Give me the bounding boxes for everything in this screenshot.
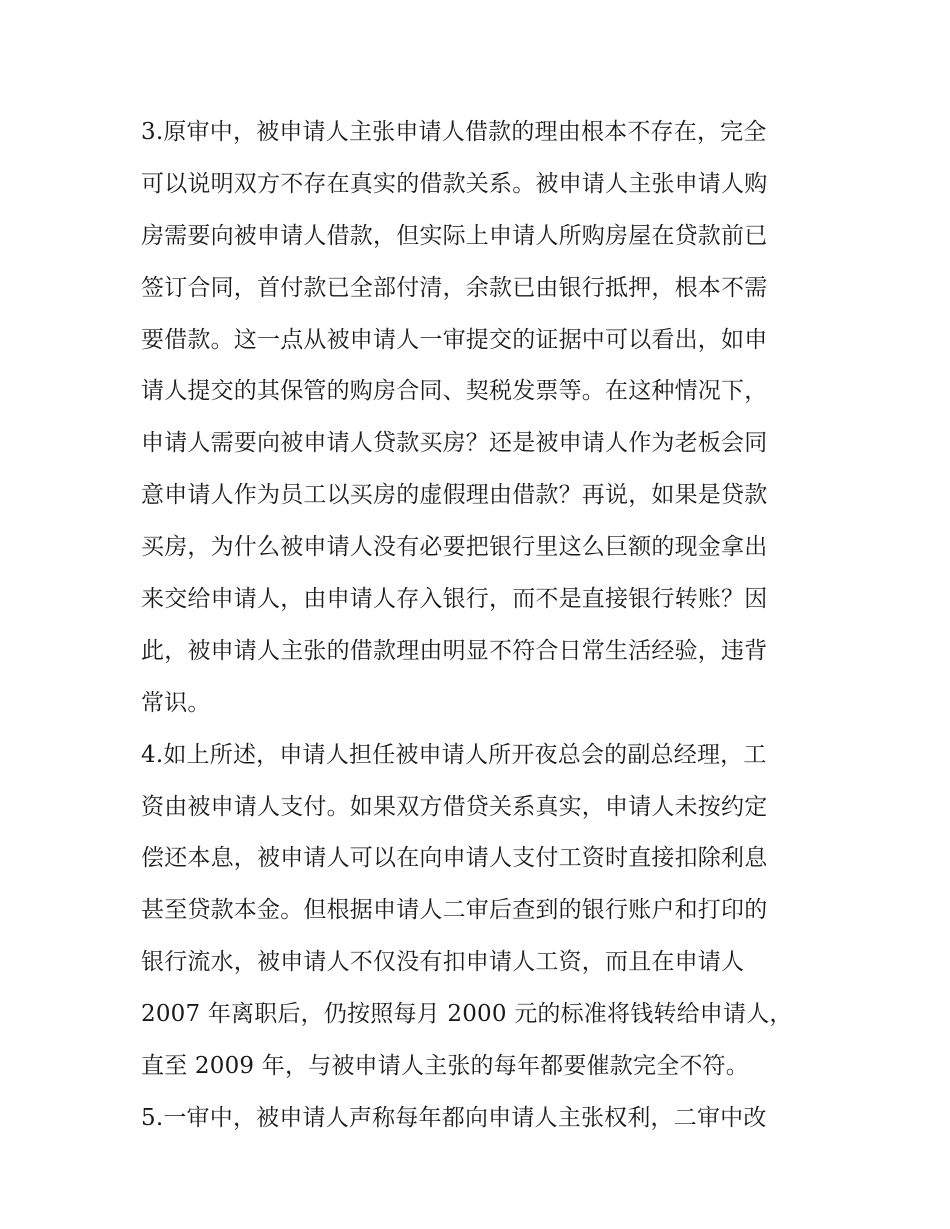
text-line: 2007 年离职后，仍按照每月 2000 元的标准将钱转给申请人， (141, 1001, 793, 1028)
text-line: 此，被申请人主张的借款理由明显不符合日常生活经验，违背 (141, 637, 768, 664)
text-line: 常识。 (141, 689, 211, 716)
document-body (141, 107, 813, 1145)
text-line: 来交给申请人，由申请人存入银行，而不是直接银行转账？因 (141, 586, 768, 613)
text-line: 房需要向被申请人借款，但实际上申请人所购房屋在贷款前已 (141, 222, 768, 249)
text-line: 买房，为什么被申请人没有必要把银行里这么巨额的现金拿出 (141, 534, 768, 561)
text-line: 4.如上所述，申请人担任被申请人所开夜总会的副总经理，工 (141, 741, 767, 768)
text-line: 资由被申请人支付。如果双方借贷关系真实，申请人未按约定 (141, 793, 768, 820)
text-line: 直至 2009 年，与被申请人主张的每年都要催款完全不符。 (141, 1053, 749, 1080)
text-line: 申请人需要向被申请人贷款买房？还是被申请人作为老板会同 (141, 430, 768, 457)
text-line: 银行流水，被申请人不仅没有扣申请人工资，而且在申请人 (141, 949, 745, 976)
text-line: 签订合同，首付款已全部付清，余款已由银行抵押，根本不需 (141, 274, 768, 301)
text-line: 可以说明双方不存在真实的借款关系。被申请人主张申请人购 (141, 170, 768, 197)
text-line: 要借款。这一点从被申请人一审提交的证据中可以看出，如申 (141, 326, 768, 353)
text-line: 甚至贷款本金。但根据申请人二审后查到的银行账户和打印的 (141, 897, 768, 924)
text-line: 3.原审中，被申请人主张申请人借款的理由根本不存在，完全 (141, 119, 767, 145)
text-line: 5.一审中，被申请人声称每年都向申请人主张权利，二审中改 (141, 1104, 767, 1131)
text-line: 意申请人作为员工以买房的虚假理由借款？再说，如果是贷款 (141, 482, 768, 509)
text-line: 偿还本息，被申请人可以在向申请人支付工资时直接扣除利息 (141, 845, 768, 872)
text-line: 请人提交的其保管的购房合同、契税发票等。在这种情况下， (141, 378, 768, 405)
